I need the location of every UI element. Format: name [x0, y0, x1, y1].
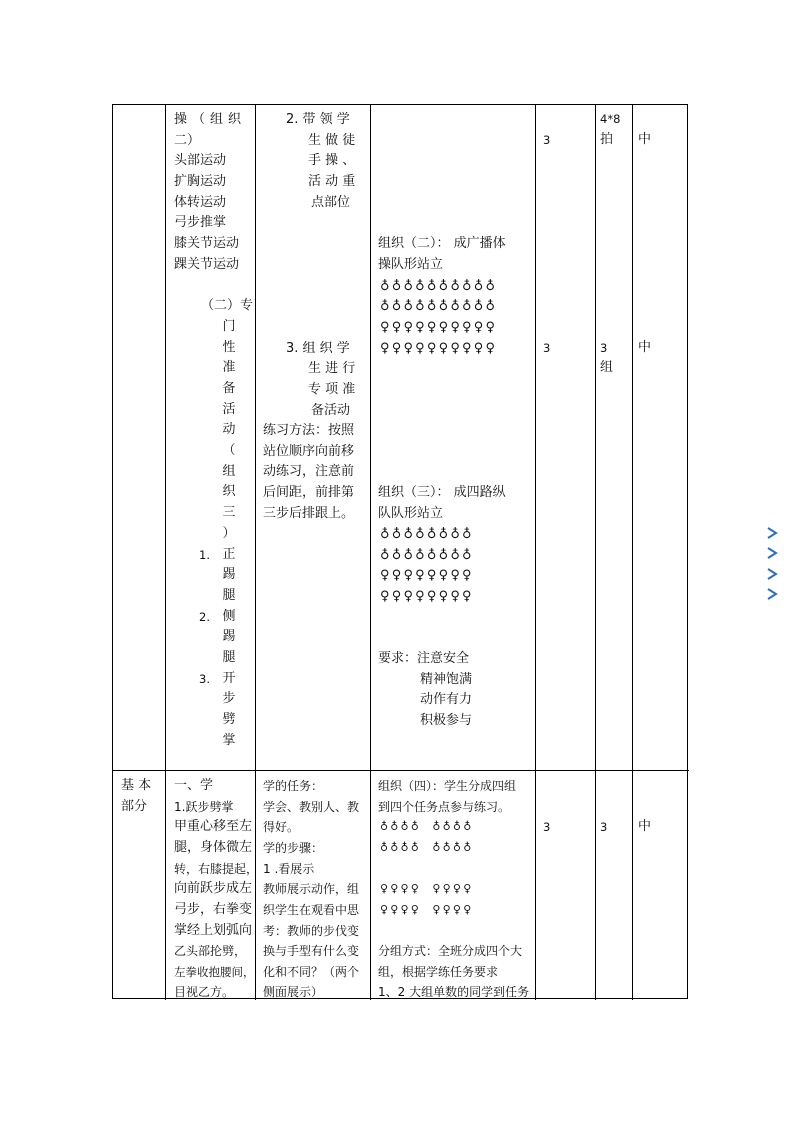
drill-char: 腿: [222, 588, 236, 603]
text-line: 织学生在观看中思: [263, 903, 360, 917]
grouping-line: 1、2 大组单数的同学到任务: [378, 985, 530, 999]
female-row: ♀♀♀♀ ♀♀♀♀: [380, 882, 474, 895]
formation-caption: 队队形站立: [378, 506, 444, 521]
text-line: 弓步，右拳变: [174, 902, 253, 917]
male-row: ♁♁♁♁ ♁♁♁♁: [380, 820, 474, 833]
task-line: 生 做 徒: [308, 133, 356, 148]
requirement-item: 动作有力: [420, 692, 473, 707]
text-line: 化和不同？（两个: [263, 965, 360, 979]
text-line: 学会、教别人、教: [263, 800, 360, 814]
row-divider: [113, 770, 689, 771]
text-line: 得好。: [263, 820, 300, 834]
male-row: ♁♁♁♁♁♁♁♁♁♁: [380, 299, 498, 314]
text-line: 左拳收抱腰间，: [174, 965, 255, 979]
formation-caption: 操队形站立: [378, 257, 444, 272]
column-divider: [165, 105, 166, 1000]
intensity-value: 中: [638, 819, 652, 834]
male-row: ♁♁♁♁♁♁♁♁♁♁: [380, 279, 498, 294]
chevron-right-icon[interactable]: [765, 546, 779, 560]
intensity-value: 中: [638, 132, 652, 147]
method-line: 站位顺序向前移: [263, 444, 355, 459]
duration-value: 4*8: [600, 112, 621, 126]
task-line: 3. 组 织 学: [286, 341, 350, 356]
drill-char: 踢: [222, 629, 236, 644]
vertical-char: （: [222, 443, 236, 458]
female-row: ♀♀♀♀♀♀♀♀♀♀: [380, 320, 498, 335]
task-line: 2. 带 领 学: [286, 112, 350, 127]
drill-number: 3.: [199, 672, 210, 686]
col1-line: 体转运动: [174, 195, 227, 210]
text-line: 学的步骤：: [263, 841, 324, 855]
section-label: 基 本: [121, 778, 152, 793]
text-line: 考：教师的步伐变: [263, 924, 360, 938]
female-row: ♀♀♀♀ ♀♀♀♀: [380, 903, 474, 916]
vertical-char: 性: [222, 340, 236, 355]
column-divider: [535, 105, 536, 1000]
text-line: 一、学: [174, 778, 214, 793]
drill-char: 侧: [222, 609, 236, 624]
vertical-char: 门: [222, 319, 236, 334]
duration-value: 3: [600, 820, 608, 834]
task-line: 点部位: [311, 195, 351, 210]
vertical-char: 活: [222, 402, 236, 417]
drill-char: 开: [222, 671, 236, 686]
duration-value: 3: [600, 341, 608, 355]
intensity-value: 中: [638, 340, 652, 355]
requirement-item: 积极参与: [420, 713, 473, 728]
text-line: 向前跃步成左: [174, 881, 253, 896]
task-line: 生 进 行: [308, 361, 356, 376]
col1-line: 扩胸运动: [174, 174, 227, 189]
chevron-right-icon[interactable]: [765, 567, 779, 581]
vertical-char: 织: [222, 484, 236, 499]
vertical-char: 三: [222, 505, 236, 520]
drill-number: 2.: [199, 610, 210, 624]
drill-char: 步: [222, 691, 236, 706]
special-prep-heading: （二）专: [201, 298, 254, 313]
col1-line: 踝关节运动: [174, 257, 240, 272]
drill-char: 劈: [222, 712, 236, 727]
task-line: 活 动 重: [308, 174, 356, 189]
text-line: 腿，身体微左: [174, 840, 253, 855]
male-row: ♁♁♁♁♁♁♁♁: [380, 548, 474, 563]
grouping-line: 组，根据学练任务要求: [378, 965, 499, 979]
female-row: ♀♀♀♀♀♀♀♀: [380, 589, 474, 604]
vertical-char: 组: [222, 464, 236, 479]
drill-char: 正: [222, 547, 236, 562]
grouping-line: 分组方式：全班分成四个大: [378, 944, 523, 958]
text-line: 1 .看展示: [263, 862, 315, 876]
col1-line: 二）: [174, 133, 201, 148]
col1-line: 弓步推掌: [174, 215, 227, 230]
column-divider: [632, 105, 633, 1000]
requirements-label: 要求：注意安全: [378, 651, 470, 666]
method-line: 动练习，注意前: [263, 464, 355, 479]
method-line: 三步后排跟上。: [263, 506, 355, 521]
formation-caption: 组织（三）： 成四路纵: [378, 485, 506, 500]
text-line: 乙头部抡劈，: [174, 944, 247, 958]
vertical-char: 准: [222, 360, 236, 375]
text-line: 换与手型有什么变: [263, 944, 360, 958]
column-divider: [370, 105, 371, 1000]
male-row: ♁♁♁♁ ♁♁♁♁: [380, 841, 474, 854]
text-line: 教师展示动作，组: [263, 882, 360, 896]
count-value: 3: [543, 820, 551, 834]
drill-char: 腿: [222, 650, 236, 665]
chevron-right-icon[interactable]: [765, 526, 779, 540]
column-divider: [595, 105, 596, 1000]
method-line: 后间距，前排第: [263, 485, 355, 500]
count-value: 3: [543, 341, 551, 355]
female-row: ♀♀♀♀♀♀♀♀: [380, 568, 474, 583]
vertical-char: 备: [222, 381, 236, 396]
duration-unit: 组: [600, 360, 614, 375]
col1-line: 操（组织: [174, 112, 247, 127]
lesson-plan-table: [112, 104, 688, 999]
text-line: 甲重心移至左: [174, 819, 253, 834]
drill-char: 踢: [222, 567, 236, 582]
male-row: ♁♁♁♁♁♁♁♁: [380, 527, 474, 542]
method-line: 练习方法：按照: [263, 423, 355, 438]
col1-line: 膝关节运动: [174, 236, 240, 251]
drill-number: 1.: [199, 548, 210, 562]
text-line: 转，右膝提起，: [174, 862, 259, 876]
section-label: 部分: [121, 799, 148, 814]
vertical-char: ）: [222, 526, 236, 541]
formation-caption: 到四个任务点参与练习。: [378, 800, 511, 814]
text-line: 目视乙方。: [174, 985, 235, 999]
formation-caption: 组织（四）：学生分成四组: [378, 779, 517, 793]
text-line: 侧面展示）: [263, 985, 324, 999]
vertical-char: 动: [222, 422, 236, 437]
chevron-right-icon[interactable]: [765, 587, 779, 601]
drill-char: 掌: [222, 733, 236, 748]
task-line: 备活动: [311, 403, 351, 418]
count-value: 3: [543, 133, 551, 147]
formation-caption: 组织（二）： 成广播体: [378, 236, 506, 251]
task-line: 专 项 准: [308, 382, 356, 397]
female-row: ♀♀♀♀♀♀♀♀♀♀: [380, 341, 498, 356]
text-line: 学的任务：: [263, 779, 324, 793]
requirement-item: 精神饱满: [420, 672, 473, 687]
text-line: 1.跃步劈掌: [174, 800, 234, 814]
task-line: 手 操 、: [308, 153, 356, 168]
text-line: 掌经上划弧向: [174, 923, 253, 938]
col1-line: 头部运动: [174, 153, 227, 168]
duration-unit: 拍: [600, 132, 614, 147]
